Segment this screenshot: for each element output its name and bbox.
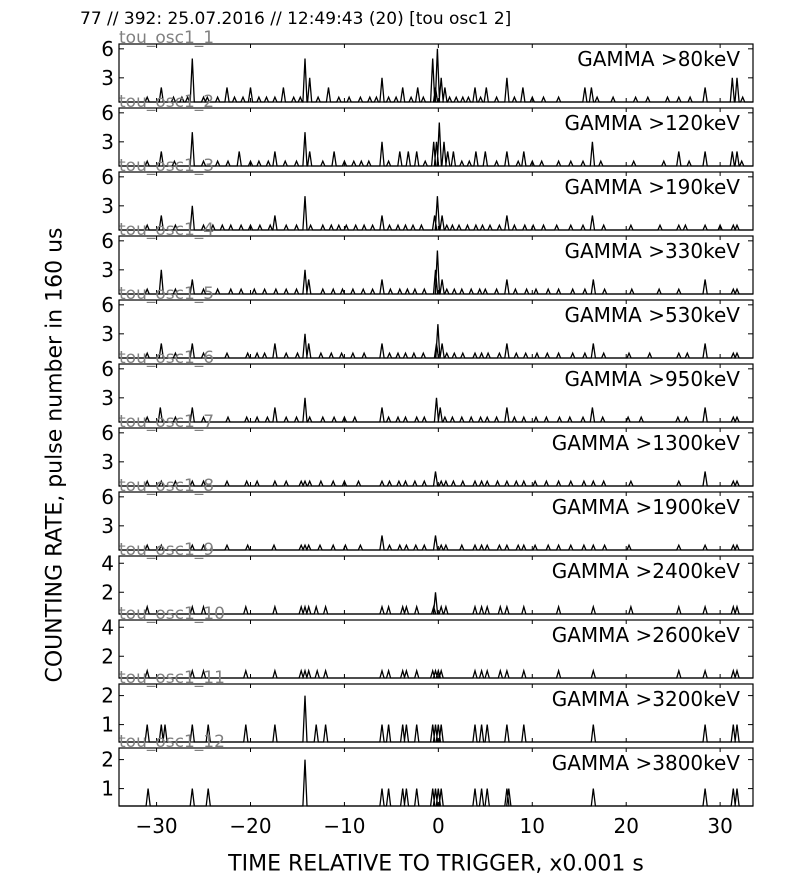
panel-1 xyxy=(101,28,753,102)
y-tick-label: 6 xyxy=(101,164,114,189)
panel-title: GAMMA >120keV xyxy=(564,111,740,135)
signal-trace xyxy=(119,196,753,230)
panel-name: tou_osc1_11 xyxy=(119,668,225,688)
y-tick-label: 4 xyxy=(101,551,114,576)
panel-name: tou_osc1_3 xyxy=(119,156,215,176)
panel-title: GAMMA >2600keV xyxy=(551,623,740,647)
y-tick-label: 2 xyxy=(101,683,114,708)
y-tick-label: 1 xyxy=(101,712,114,737)
y-tick-label: 6 xyxy=(101,100,114,125)
panel-title: GAMMA >330keV xyxy=(564,239,740,263)
panel-title: GAMMA >3200keV xyxy=(551,687,740,711)
x-tick-label: 20 xyxy=(613,814,639,838)
y-tick-label: 3 xyxy=(101,321,114,346)
y-tick-label: 3 xyxy=(101,65,114,90)
y-tick-label: 3 xyxy=(101,513,114,538)
y-tick-label: 6 xyxy=(101,484,114,509)
panel-name: tou_osc1_7 xyxy=(119,412,215,432)
panel-3 xyxy=(101,156,753,230)
panel-2 xyxy=(101,92,753,166)
signal-trace xyxy=(119,536,753,551)
figure-header: 77 // 392: 25.07.2016 // 12:49:43 (20) [tou osc1 2] xyxy=(80,9,512,29)
y-tick-label: 6 xyxy=(101,356,114,381)
panel-6 xyxy=(101,348,753,422)
panel-11 xyxy=(101,668,753,742)
y-tick-label: 6 xyxy=(101,420,114,445)
panel-name: tou_osc1_2 xyxy=(119,92,215,112)
y-tick-label: 3 xyxy=(101,129,114,154)
y-tick-label: 6 xyxy=(101,292,114,317)
y-tick-label: 2 xyxy=(101,747,114,772)
x-tick-label: −20 xyxy=(229,814,272,838)
signal-trace xyxy=(119,472,753,487)
y-tick-label: 6 xyxy=(101,228,114,253)
y-tick-label: 4 xyxy=(101,615,114,640)
x-tick-label: 30 xyxy=(707,814,733,838)
y-tick-label: 3 xyxy=(101,257,114,282)
panel-title: GAMMA >190keV xyxy=(564,175,740,199)
y-tick-label: 1 xyxy=(101,776,114,801)
y-tick-label: 3 xyxy=(101,449,114,474)
panel-5 xyxy=(101,284,753,358)
panel-title: GAMMA >80keV xyxy=(577,47,740,71)
panel-title: GAMMA >3800keV xyxy=(551,751,740,775)
signal-trace xyxy=(119,398,753,422)
panel-name: tou_osc1_1 xyxy=(119,28,215,48)
panel-12 xyxy=(101,732,753,806)
y-tick-label: 2 xyxy=(101,644,114,669)
panel-7 xyxy=(101,412,753,486)
panel-name: tou_osc1_5 xyxy=(119,284,215,304)
panel-title: GAMMA >950keV xyxy=(564,367,740,391)
panel-title: GAMMA >2400keV xyxy=(551,559,740,583)
panel-name: tou_osc1_9 xyxy=(119,540,215,560)
y-tick-label: 3 xyxy=(101,385,114,410)
panel-name: tou_osc1_6 xyxy=(119,348,215,368)
panel-10 xyxy=(101,604,753,678)
x-tick-label: −10 xyxy=(323,814,366,838)
panel-title: GAMMA >1300keV xyxy=(551,431,740,455)
panel-name: tou_osc1_10 xyxy=(119,604,225,624)
y-axis-label: COUNTING RATE, pulse number in 160 us xyxy=(42,227,68,683)
panel-name: tou_osc1_4 xyxy=(119,220,215,240)
y-tick-label: 3 xyxy=(101,193,114,218)
x-tick-label: 10 xyxy=(519,814,546,838)
panel-name: tou_osc1_12 xyxy=(119,732,225,752)
panel-8 xyxy=(101,476,753,550)
panel-name: tou_osc1_8 xyxy=(119,476,215,496)
x-axis-label: TIME RELATIVE TO TRIGGER, x0.001 s xyxy=(228,851,644,877)
panel-title: GAMMA >530keV xyxy=(564,303,740,327)
panel-4 xyxy=(101,220,753,294)
panel-9 xyxy=(101,540,753,614)
y-tick-label: 2 xyxy=(101,580,114,605)
x-tick-label: 0 xyxy=(431,814,445,838)
signal-trace xyxy=(119,324,753,358)
panel-title: GAMMA >1900keV xyxy=(551,495,740,519)
x-tick-label: −30 xyxy=(135,814,178,838)
y-tick-label: 6 xyxy=(101,36,114,61)
